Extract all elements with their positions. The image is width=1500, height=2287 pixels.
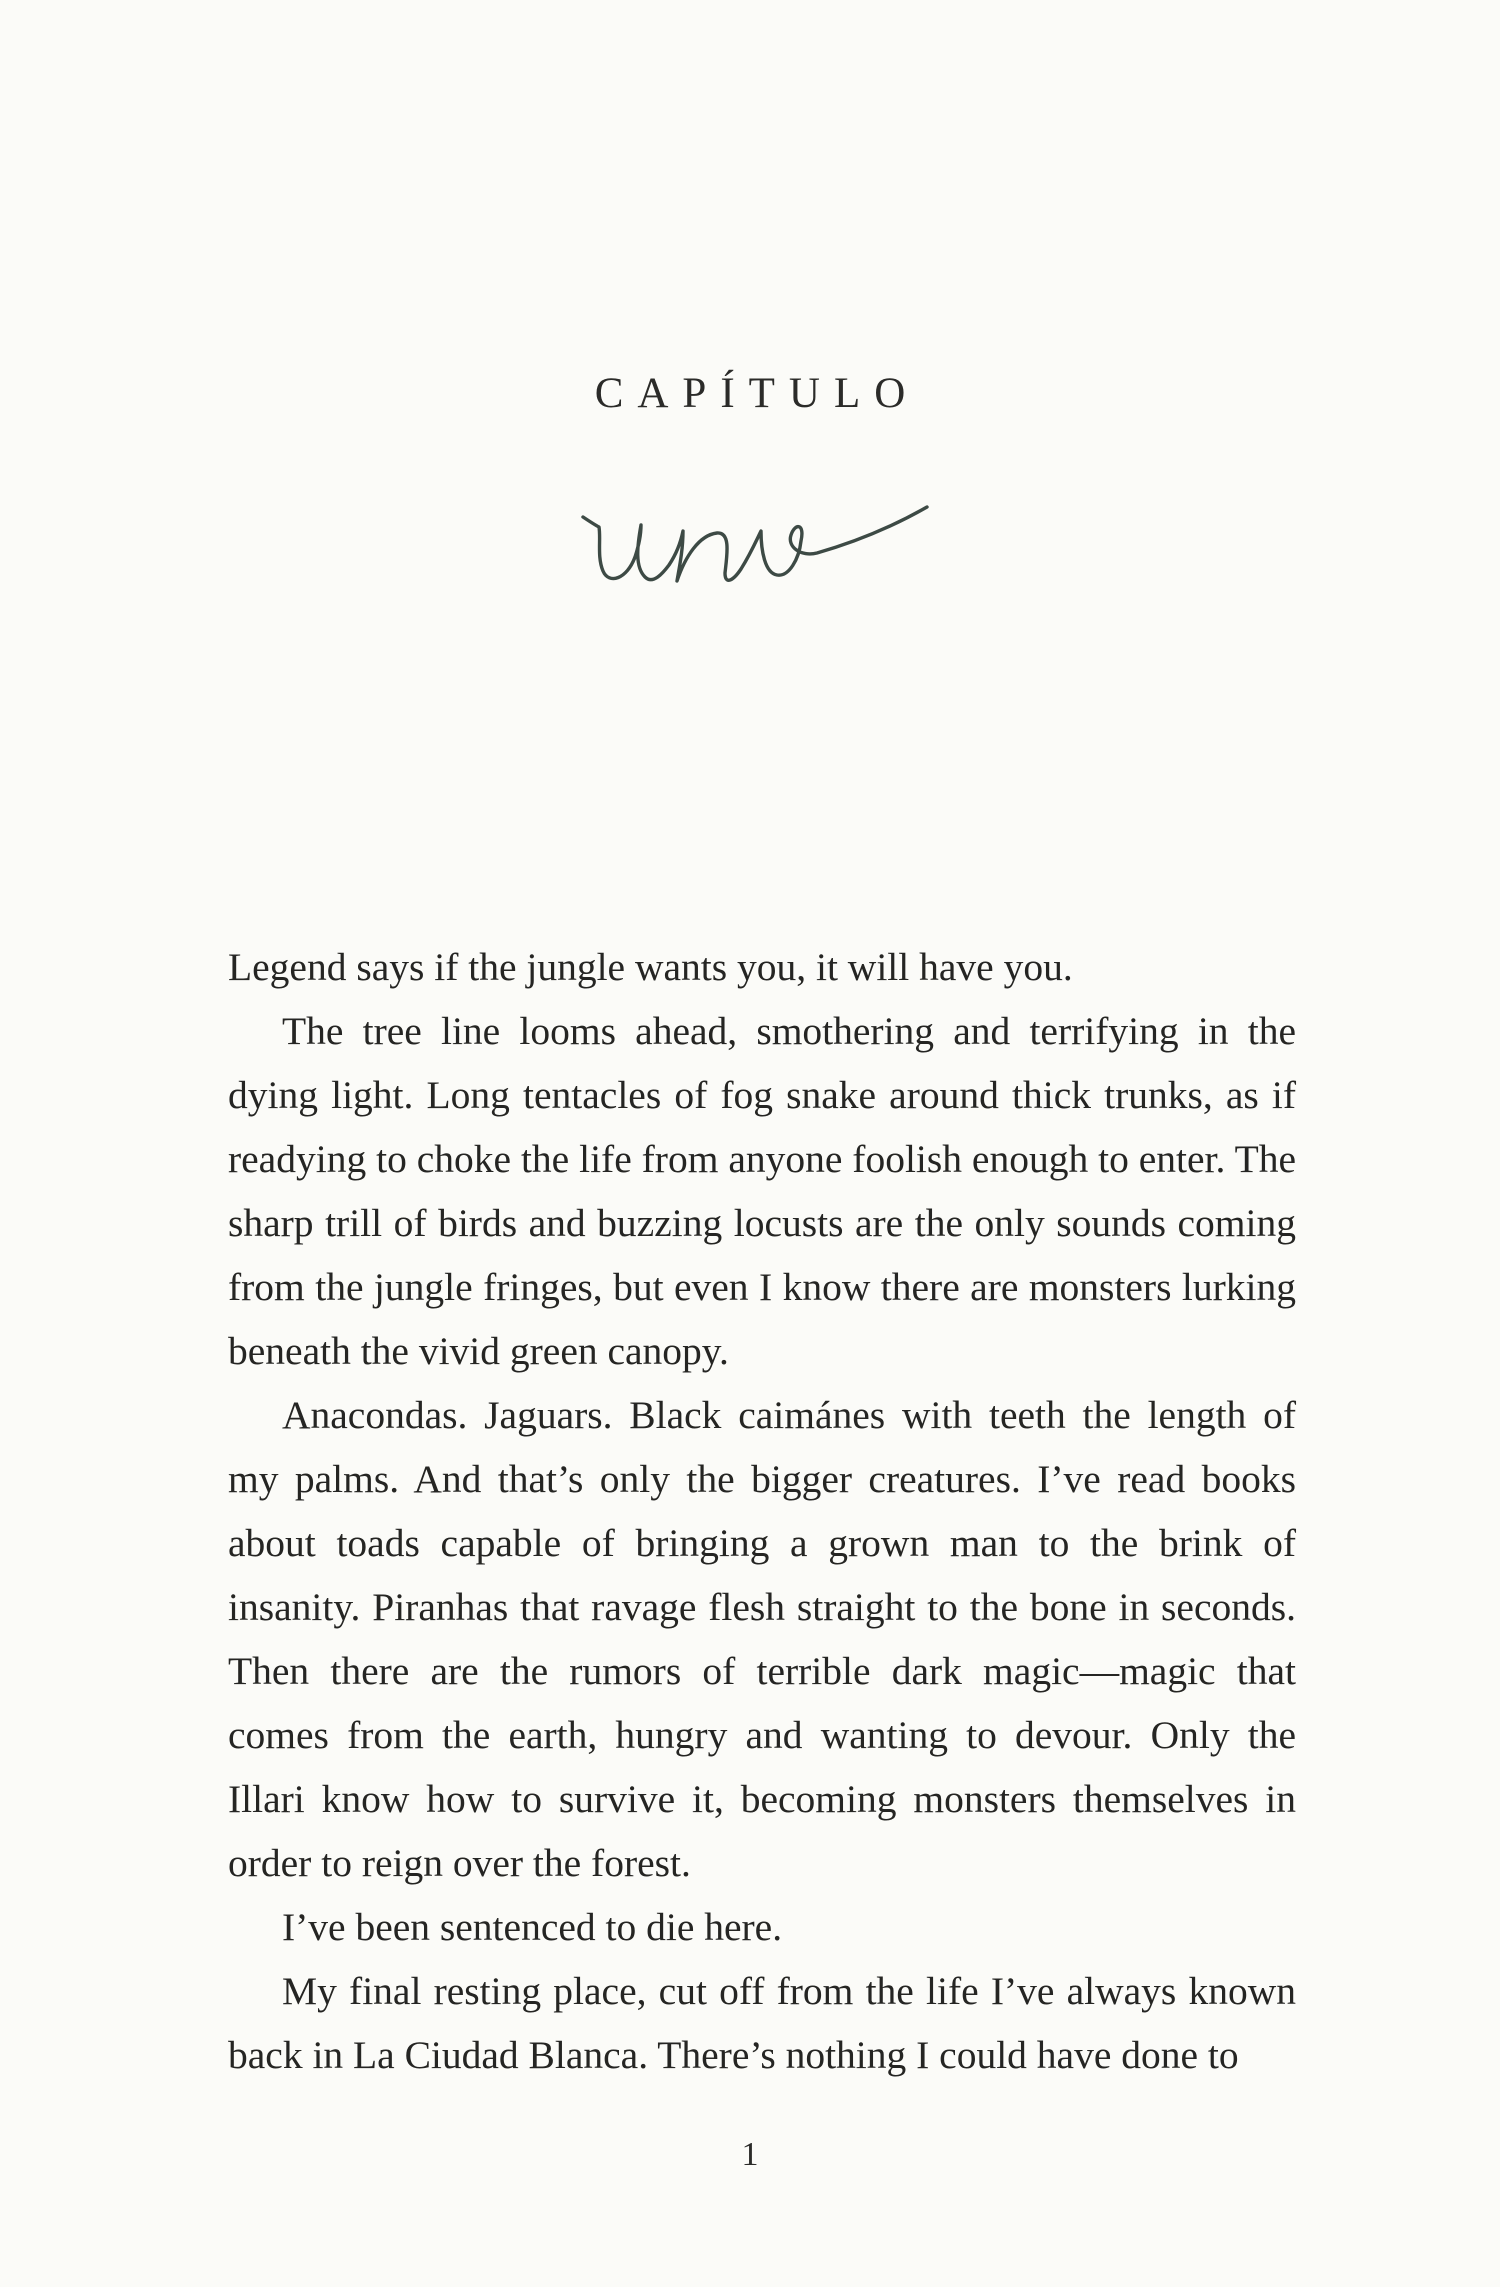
paragraph-4: I’ve been sentenced to die here. bbox=[282, 1905, 783, 1949]
chapter-body bbox=[228, 935, 1296, 2087]
chapter-number-script bbox=[565, 495, 945, 625]
chapter-number-text bbox=[565, 625, 566, 626]
page-number: 1 bbox=[741, 2136, 759, 2173]
chapter-script-lettering bbox=[565, 495, 945, 625]
paragraph-2: The tree line looms ahead, smothering and terrifying in the dying light. Long tentacles of fog snake around thick trunks, as if readying to choke the life from anyone foolish enough to enter. The sharp trill of birds and buzzing locusts are the only sounds coming from the jungle fringes, but even I know there are monsters lurking beneath the vivid green canopy. bbox=[228, 1009, 1296, 1373]
paragraph-1: Legend says if the jungle wants you, it will have you. bbox=[228, 945, 1073, 989]
paragraph-5: My final resting place, cut off from the life I’ve always known back in La Ciudad Blanca. There’s nothing I could have done to bbox=[228, 1969, 1296, 2077]
paragraph-3: Anacondas. Jaguars. Black caimánes with teeth the length of my palms. And that’s only the bigger creatures. I’ve read books about toads capable of bringing a grown man to the brink of insanity. Piranhas that ravage flesh straight to the bone in seconds. Then there are the rumors of terrible dark magic—magic that comes from the earth, hungry and wanting to devour. Only the Illari know how to survive it, becoming monsters themselves in order to reign over the forest. bbox=[228, 1393, 1296, 1885]
chapter-label: CAPÍTULO bbox=[594, 370, 920, 417]
